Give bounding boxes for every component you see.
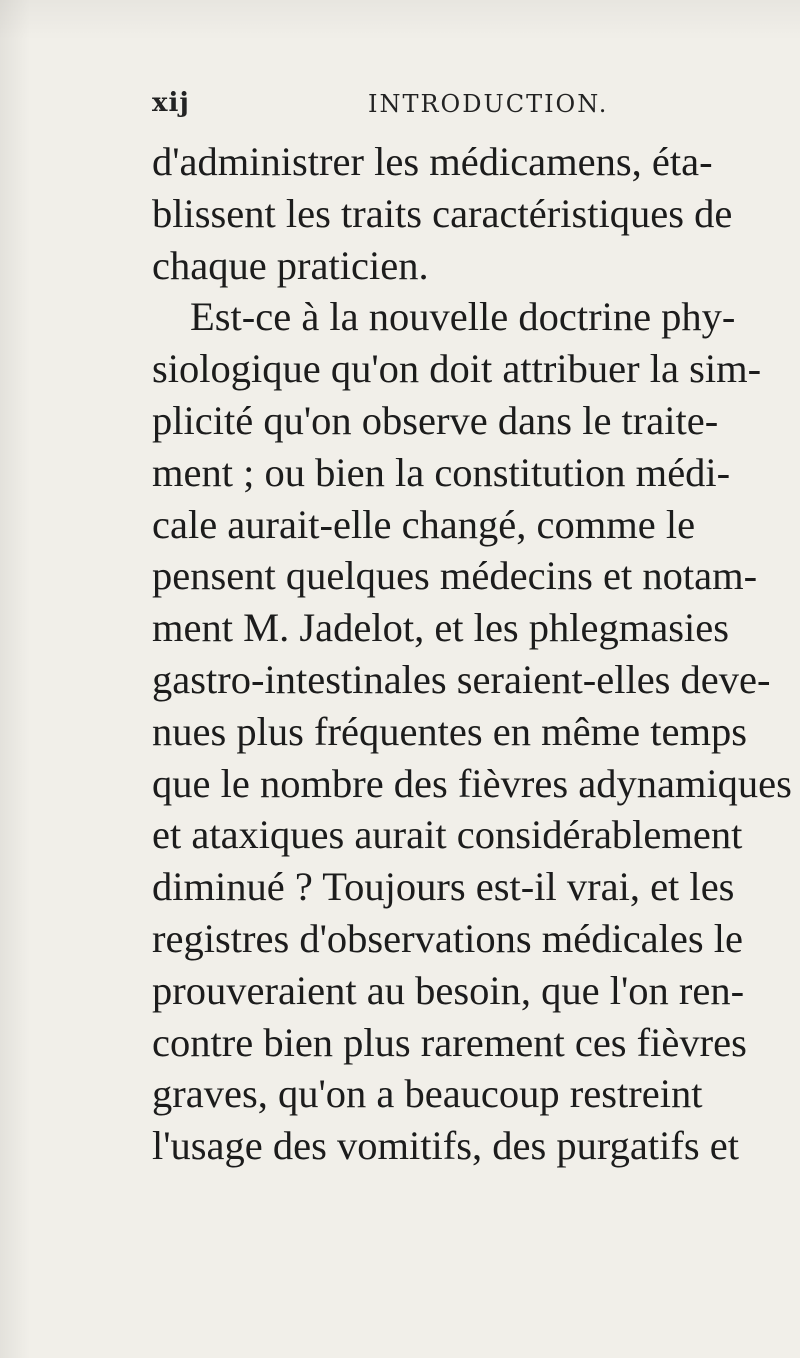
page-number: xij bbox=[152, 88, 190, 118]
text-line: diminué ? Toujours est-il vrai, et les bbox=[152, 864, 735, 910]
text-line: graves, qu'on a beaucoup restreint bbox=[152, 1071, 703, 1117]
text-line: cale aurait-elle changé, comme le bbox=[152, 501, 696, 547]
running-head: INTRODUCTION. bbox=[368, 90, 609, 118]
page-header bbox=[152, 88, 782, 128]
text-line: nues plus fréquentes en même temps bbox=[152, 708, 747, 754]
text-line: et ataxiques aurait considérablement bbox=[152, 812, 743, 858]
text-line: ment M. Jadelot, et les phlegmasies bbox=[152, 605, 730, 651]
text-line: l'usage des vomitifs, des purgatifs et bbox=[152, 1123, 739, 1169]
text-line: contre bien plus rarement ces fièvres bbox=[152, 1019, 747, 1065]
text-line: que le nombre des fièvres adynamiques bbox=[152, 760, 792, 806]
text-line: prouveraient au besoin, que l'on ren- bbox=[152, 967, 745, 1013]
text-line: ment ; ou bien la constitution médi- bbox=[152, 449, 731, 495]
text-line: gastro-intestinales seraient-elles deve- bbox=[152, 656, 771, 702]
body-text bbox=[152, 136, 792, 1172]
text-line: siologique qu'on doit attribuer la sim- bbox=[152, 346, 762, 392]
text-line: d'administrer les médicamens, éta- bbox=[152, 139, 713, 184]
text-line: chaque praticien. bbox=[152, 242, 429, 288]
text-line: registres d'observations médicales le bbox=[152, 915, 743, 961]
text-line: plicité qu'on observe dans le traite- bbox=[152, 397, 719, 443]
text-line: Est-ce à la nouvelle doctrine phy- bbox=[190, 294, 736, 340]
text-line: pensent quelques médecins et notam- bbox=[152, 553, 758, 599]
text-line: blissent les traits caractéristiques de bbox=[152, 190, 733, 236]
